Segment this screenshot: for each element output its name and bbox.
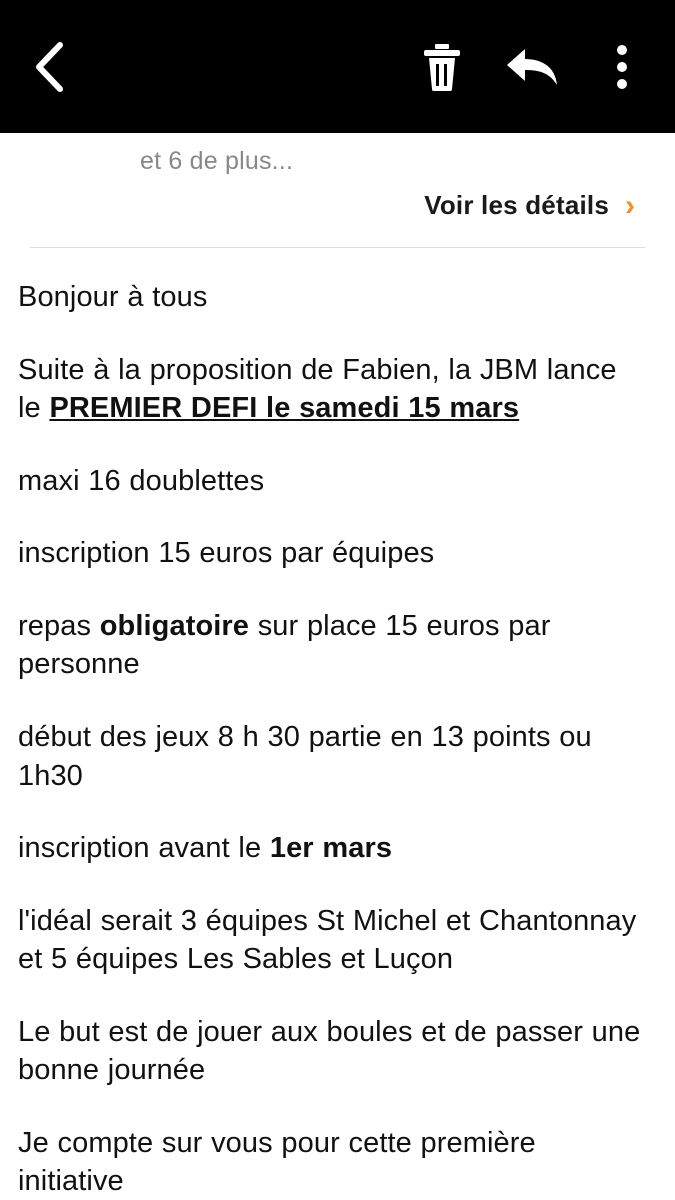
body-paragraph: Bonjour à tous: [18, 281, 208, 313]
view-details-button[interactable]: [30, 176, 645, 221]
message-header: [0, 133, 675, 248]
emphasis-text: PREMIER DEFI le samedi 15 mars: [49, 392, 520, 425]
more-recipients-label: et 6 de plus...: [140, 147, 294, 175]
app-bar-left: [22, 40, 76, 94]
reply-icon[interactable]: [505, 40, 559, 94]
body-paragraph: inscription avant le 1er mars: [18, 832, 393, 865]
body-paragraph: début des jeux 8 h 30 partie en 13 points ou 1h30: [18, 720, 592, 792]
overflow-menu-icon[interactable]: [595, 40, 649, 94]
view-details-label: Voir les détails: [424, 190, 609, 220]
body-paragraph: l'idéal serait 3 équipes St Michel et Chantonnay et 5 équipes Les Sables et Luçon: [18, 904, 637, 976]
back-icon[interactable]: [22, 40, 76, 94]
body-paragraph: Suite à la proposition de Fabien, la JBM lance le PREMIER DEFI le samedi 15 mars: [18, 353, 617, 425]
app-bar-actions: [415, 40, 649, 94]
body-paragraph: Je compte sur vous pour cette première initiative: [18, 1126, 536, 1198]
body-paragraph: maxi 16 doublettes: [18, 464, 265, 497]
delete-icon[interactable]: [415, 40, 469, 94]
emphasis-text: obligatoire: [99, 609, 250, 642]
message-body: [0, 248, 675, 1200]
body-paragraph: repas obligatoire sur place 15 euros par personne: [18, 609, 551, 681]
app-bar: [0, 0, 675, 133]
body-paragraph: Le but est de jouer aux boules et de passer une bonne journée: [18, 1015, 641, 1087]
emphasis-text: 1er mars: [269, 832, 393, 865]
body-paragraph: inscription 15 euros par équipes: [18, 537, 435, 570]
chevron-right-icon: ›: [625, 188, 635, 222]
